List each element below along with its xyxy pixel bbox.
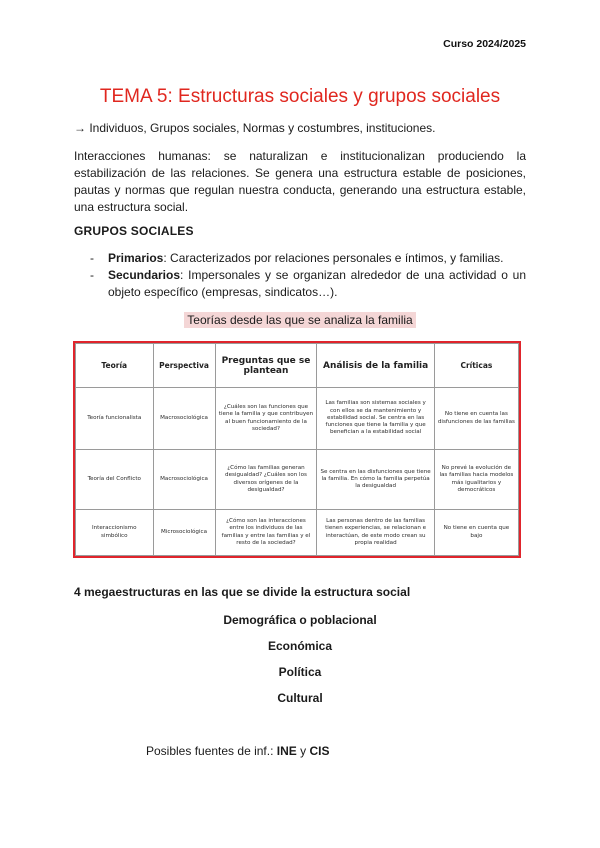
col-header-analisis: Análisis de la familia: [317, 344, 434, 388]
table-caption: [0, 313, 600, 327]
sources-sep: y: [300, 744, 307, 758]
grupos-heading: GRUPOS SOCIALES: [74, 224, 194, 238]
table-cell: Macrosociológica: [153, 450, 215, 510]
table-row: [76, 450, 519, 510]
list-item-secundarios: [90, 267, 526, 301]
col-header-perspectiva: Perspectiva: [153, 344, 215, 388]
col-header-teoria: Teoría: [76, 344, 154, 388]
table-cell: Teoría del Conflicto: [76, 450, 154, 510]
mega-item: Cultural: [277, 691, 323, 705]
table-cell: Macrosociológica: [153, 388, 215, 450]
mega-heading: 4 megaestructuras en las que se divide la estructura social: [74, 585, 411, 599]
mega-item: Económica: [267, 639, 333, 653]
table-caption-text: Teorías desde las que se analiza la familia: [184, 312, 415, 328]
table-cell: ¿Cómo las familias generan desigualdad? ¿Cuáles son los diversos orígenes de la desigualdad?: [215, 450, 317, 510]
family-theories-table: [73, 341, 521, 558]
intro-arrow-line: → Individuos, Grupos sociales, Normas y costumbres, instituciones.: [74, 121, 436, 135]
list-term: Primarios: [108, 251, 164, 265]
table-cell: Interaccionismo simbólico: [76, 510, 154, 556]
table-cell: Se centra en las disfunciones que tiene la familia. En cómo la familia perpetúa la desigualdad: [317, 450, 434, 510]
table-cell: ¿Cuáles son las funciones que tiene la familia y que contribuyen al buen funcionamiento de la sociedad?: [215, 388, 317, 450]
sources-prefix: Posibles fuentes de inf.:: [146, 744, 274, 758]
table-cell: Las familias son sistemas sociales y con ellos se da mantenimiento y estabilidad social. Se centra en las funciones que tiene la familia y que benefician a la estabilidad social: [317, 388, 434, 450]
table-header-row: [76, 344, 519, 388]
table-cell: Microsociológica: [153, 510, 215, 556]
list-text: [108, 250, 526, 267]
table-row: [76, 510, 519, 556]
list-item-primarios: [90, 250, 526, 267]
col-header-criticas: Críticas: [434, 344, 518, 388]
list-desc: : Impersonales y se organizan alrededor de una actividad o un objeto específico (empresas, sindicatos…).: [108, 268, 526, 299]
intro-paragraph: Interacciones humanas: se naturalizan e institucionalizan produciendo la estabilización de las relaciones. Se genera una estructura estable de posiciones, pautas y normas que regulan nuestra conducta, generando una estructura estable, una estructura social.: [74, 149, 526, 214]
table-row: [76, 388, 519, 450]
sources-line: [146, 744, 329, 758]
mega-item: Demográfica o poblacional: [223, 613, 377, 627]
list-dash: -: [90, 268, 94, 282]
table-cell: Teoría funcionalista: [76, 388, 154, 450]
table-cell: Las personas dentro de las familias tienen experiencias, se relacionan e interactúan, de este modo crean su propia realidad: [317, 510, 434, 556]
mega-item: Política: [278, 665, 322, 679]
table-cell: No prevé la evolución de las familias hacia modelos más igualitarios y democráticos: [434, 450, 518, 510]
course-label: Curso 2024/2025: [443, 38, 526, 50]
page-title: TEMA 5: Estructuras sociales y grupos sociales: [99, 86, 501, 107]
source-cis: CIS: [309, 744, 330, 758]
table-cell: ¿Cómo son las interacciones entre los individuos de las familias y entre las familias y el resto de la sociedad?: [215, 510, 317, 556]
col-header-preguntas: Preguntas que se plantean: [215, 344, 317, 388]
source-ine: INE: [276, 744, 297, 758]
list-desc: : Caracterizados por relaciones personales e íntimos, y familias.: [163, 251, 504, 265]
table-cell: No tiene en cuenta que bajo: [434, 510, 518, 556]
table-cell: No tiene en cuenta las disfunciones de las familias: [434, 388, 518, 450]
list-text: [108, 267, 526, 301]
list-term: Secundarios: [108, 268, 181, 282]
list-dash: -: [90, 251, 94, 265]
